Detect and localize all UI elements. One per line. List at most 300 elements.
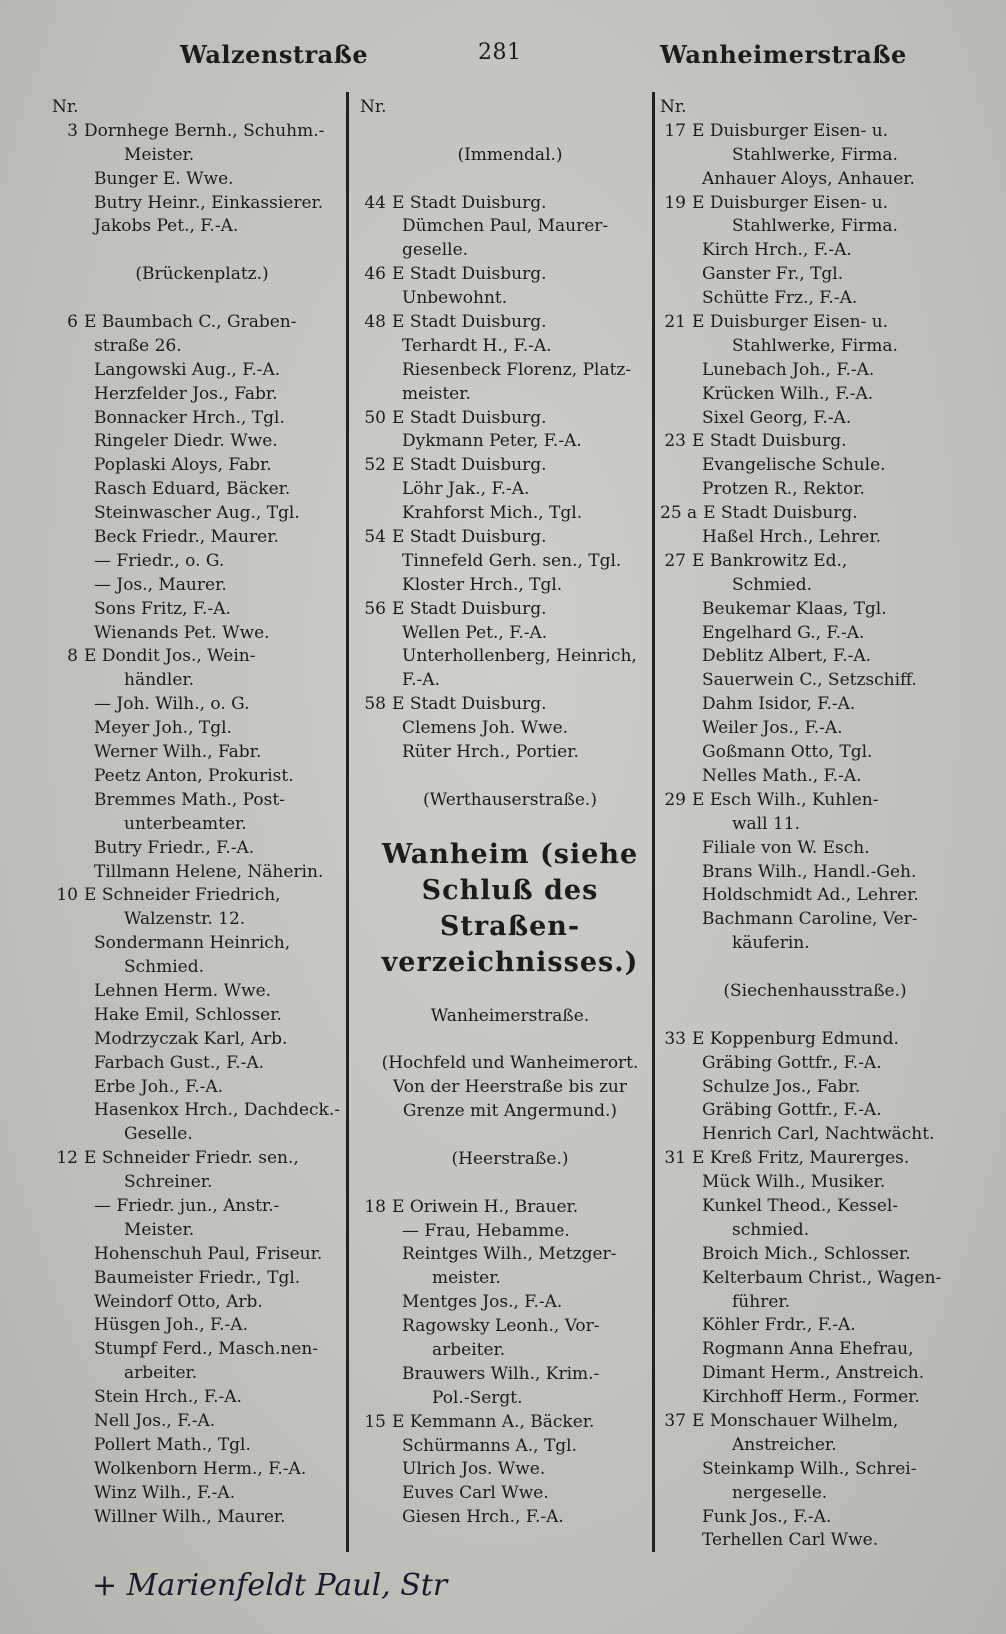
entry-text: Wanheim (siehe [381, 838, 639, 870]
resident-entry [52, 1195, 352, 1219]
handwritten-note: + Marienfeldt Paul, Str [92, 1568, 448, 1603]
entry-text: Kirchhoff Herm., Former. [702, 1387, 920, 1408]
resident-entry [660, 837, 970, 861]
resident-entry [360, 981, 660, 1005]
house-entry [660, 430, 970, 454]
house-number: 58 [364, 694, 386, 715]
entry-text: händler. [124, 670, 195, 691]
entry-text: Kunkel Theod., Kessel- [702, 1195, 899, 1216]
resident-entry [660, 478, 970, 502]
entry-text: (Immendal.) [457, 144, 563, 165]
resident-entry [52, 956, 352, 980]
house-entry [360, 192, 660, 216]
entry-text: (Heerstraße.) [451, 1148, 569, 1169]
resident-entry [52, 478, 352, 502]
entry-text: Wienands Pet. Wwe. [94, 622, 270, 643]
entry-text: Protzen R., Rektor. [702, 479, 865, 500]
house-entry [52, 120, 352, 144]
entry-text: Schmied. [732, 574, 813, 595]
entry-text: E Duisburger Eisen- u. [692, 120, 889, 141]
house-number: 23 [664, 431, 686, 452]
column-1 [52, 96, 352, 1529]
entry-text: Anhauer Aloys, Anhauer. [702, 168, 915, 189]
resident-entry [660, 1458, 970, 1482]
entry-text: Dimant Herm., Anstreich. [702, 1363, 925, 1384]
resident-entry [52, 383, 352, 407]
house-number: 37 [664, 1410, 686, 1431]
entry-text: Rüter Hrch., Portier. [402, 742, 579, 763]
resident-entry [660, 861, 970, 885]
resident-entry [660, 598, 970, 622]
entry-text: Nell Jos., F.-A. [94, 1410, 216, 1431]
resident-entry [360, 1172, 660, 1196]
entry-text: E Stadt Duisburg. [392, 264, 547, 285]
resident-entry [52, 1458, 352, 1482]
entry-text: Ulrich Jos. Wwe. [402, 1459, 546, 1480]
resident-entry [52, 144, 352, 168]
entry-text: Straßen- [439, 910, 581, 942]
resident-entry [660, 407, 970, 431]
resident-entry [52, 1171, 352, 1195]
resident-entry [52, 1362, 352, 1386]
resident-entry [52, 96, 352, 120]
house-entry [360, 454, 660, 478]
house-entry [360, 407, 660, 431]
entry-text: Bachmann Caroline, Ver- [702, 909, 918, 930]
entry-text: Anstreicher. [732, 1434, 837, 1455]
entry-text: Dahm Isidor, F.-A. [702, 694, 856, 715]
entry-text: führer. [732, 1291, 791, 1312]
entry-text: E Stadt Duisburg. [703, 503, 858, 524]
street-subheading [360, 1100, 660, 1124]
resident-entry [660, 215, 970, 239]
resident-entry [660, 717, 970, 741]
entry-text: Broich Mich., Schlosser. [702, 1243, 911, 1264]
entry-text: Sixel Georg, F.-A. [702, 407, 852, 428]
entry-text: Weiler Jos., F.-A. [702, 718, 843, 739]
house-entry [660, 1147, 970, 1171]
resident-entry [52, 550, 352, 574]
entry-text: Clemens Joh. Wwe. [402, 718, 569, 739]
resident-entry [52, 430, 352, 454]
entry-text: E Stadt Duisburg. [392, 312, 547, 333]
section-heading [360, 909, 660, 945]
house-number: 19 [664, 192, 686, 213]
resident-entry [360, 478, 660, 502]
resident-entry [52, 1243, 352, 1267]
resident-entry [360, 430, 660, 454]
resident-entry [660, 335, 970, 359]
resident-entry [660, 1291, 970, 1315]
house-number: 21 [664, 312, 686, 333]
resident-entry [52, 861, 352, 885]
entry-text: E Duisburger Eisen- u. [692, 312, 889, 333]
entry-text: Beukemar Klaas, Tgl. [702, 598, 887, 619]
resident-entry [360, 765, 660, 789]
resident-entry [660, 526, 970, 550]
resident-entry [52, 1482, 352, 1506]
resident-entry [660, 741, 970, 765]
house-entry [660, 311, 970, 335]
resident-entry [52, 1004, 352, 1028]
resident-entry [660, 574, 970, 598]
entry-text: E Koppenburg Edmund. [692, 1028, 899, 1049]
entry-text: Kirch Hrch., F.-A. [702, 240, 852, 261]
entry-text: (Brückenplatz.) [135, 264, 269, 285]
resident-entry [52, 1099, 352, 1123]
entry-text: E Kreß Fritz, Maurerges. [692, 1148, 910, 1169]
entry-text: (Hochfeld und Wanheimerort. [381, 1053, 639, 1074]
resident-entry [660, 263, 970, 287]
resident-entry [660, 1529, 970, 1553]
resident-entry [660, 1243, 970, 1267]
resident-entry [660, 645, 970, 669]
resident-entry [660, 932, 970, 956]
entry-text: Meyer Joh., Tgl. [94, 718, 232, 739]
entry-text: Krahforst Mich., Tgl. [402, 503, 583, 524]
resident-entry [52, 1123, 352, 1147]
entry-text: E Stadt Duisburg. [392, 527, 547, 548]
entry-text: E Stadt Duisburg. [392, 455, 547, 476]
entry-text: E Oriwein H., Brauer. [392, 1196, 579, 1217]
resident-entry [360, 550, 660, 574]
entry-text: — Jos., Maurer. [94, 574, 227, 595]
resident-entry [52, 789, 352, 813]
entry-text: Stahlwerke, Firma. [732, 335, 898, 356]
resident-entry [52, 526, 352, 550]
house-entry [660, 502, 970, 526]
entry-text: Nr. [660, 97, 687, 117]
house-number: 8 [67, 646, 78, 667]
entry-text: Haßel Hrch., Lehrer. [702, 527, 881, 548]
resident-entry [660, 1362, 970, 1386]
resident-entry [360, 1482, 660, 1506]
entry-text: Modrzyczak Karl, Arb. [94, 1028, 288, 1049]
entry-text: Terhardt H., F.-A. [402, 335, 552, 356]
entry-text: geselle. [402, 240, 469, 261]
resident-entry [52, 192, 352, 216]
resident-entry [360, 1124, 660, 1148]
entry-text: Löhr Jak., F.-A. [402, 479, 530, 500]
resident-entry [52, 502, 352, 526]
entry-text: Gräbing Gottfr., F.-A. [702, 1100, 882, 1121]
entry-text: Sauerwein C., Setzschiff. [702, 670, 917, 691]
resident-entry [660, 144, 970, 168]
resident-entry [52, 215, 352, 239]
resident-entry [660, 239, 970, 263]
entry-text: Beck Friedr., Maurer. [94, 527, 279, 548]
house-number: 27 [664, 550, 686, 571]
resident-entry [52, 1267, 352, 1291]
resident-entry [52, 741, 352, 765]
entry-text: Steinwascher Aug., Tgl. [94, 503, 300, 524]
entry-text: Langowski Aug., F.-A. [94, 359, 281, 380]
house-number: 33 [664, 1028, 686, 1049]
entry-text: Mentges Jos., F.-A. [402, 1292, 563, 1313]
resident-entry [360, 1339, 660, 1363]
entry-text: Henrich Carl, Nachtwächt. [702, 1124, 935, 1145]
entry-text: Stahlwerke, Firma. [732, 216, 898, 237]
entry-text: F.-A. [402, 670, 440, 691]
resident-entry [360, 1220, 660, 1244]
entry-text: E Kemmann A., Bäcker. [392, 1411, 595, 1432]
house-number: 54 [364, 527, 386, 548]
resident-entry [52, 574, 352, 598]
house-number: 31 [664, 1148, 686, 1169]
entry-text: — Friedr. jun., Anstr.- [94, 1195, 280, 1216]
house-number: 29 [664, 789, 686, 810]
resident-entry [52, 1386, 352, 1410]
section-heading [360, 873, 660, 909]
entry-text: Butry Heinr., Einkassierer. [94, 192, 324, 213]
entry-text: Geselle. [124, 1124, 193, 1145]
entry-text: Schluß des [421, 874, 599, 906]
entry-text: Butry Friedr., F.-A. [94, 837, 255, 858]
resident-entry [360, 1243, 660, 1267]
house-number: 56 [364, 598, 386, 619]
resident-entry [52, 598, 352, 622]
resident-entry [52, 932, 352, 956]
resident-entry [660, 1171, 970, 1195]
resident-entry [660, 1338, 970, 1362]
entry-text: Erbe Joh., F.-A. [94, 1076, 224, 1097]
entry-text: Wellen Pet., F.-A. [402, 622, 548, 643]
entry-text: Riesenbeck Florenz, Platz- [402, 359, 632, 380]
resident-entry [360, 1506, 660, 1530]
house-entry [360, 693, 660, 717]
entry-text: Krücken Wilh., F.-A. [702, 383, 874, 404]
entry-text: Unbewohnt. [402, 288, 508, 309]
house-entry [660, 789, 970, 813]
house-entry [52, 645, 352, 669]
resident-entry [660, 359, 970, 383]
entry-text: Funk Jos., F.-A. [702, 1506, 832, 1527]
entry-text: Terhellen Carl Wwe. [702, 1530, 879, 1551]
resident-entry [360, 120, 660, 144]
house-entry [660, 120, 970, 144]
entry-text: nergeselle. [732, 1482, 828, 1503]
resident-entry [360, 168, 660, 192]
resident-entry [660, 622, 970, 646]
resident-entry [660, 383, 970, 407]
house-entry [660, 1410, 970, 1434]
entry-text: verzeichnisses.) [381, 946, 639, 978]
entry-text: E Schneider Friedr. sen., [84, 1148, 299, 1169]
entry-text: Ganster Fr., Tgl. [702, 264, 844, 285]
street-subheading [360, 1052, 660, 1076]
entry-text: Schreiner. [124, 1172, 213, 1193]
entry-text: Sons Fritz, F.-A. [94, 598, 231, 619]
entry-text: Schmied. [124, 957, 205, 978]
entry-text: Meister. [124, 1219, 195, 1240]
resident-entry [360, 96, 660, 120]
resident-entry [660, 813, 970, 837]
entry-text: Sondermann Heinrich, [94, 933, 291, 954]
entry-text: Wolkenborn Herm., F.-A. [94, 1458, 307, 1479]
entry-text: Dornhege Bernh., Schuhm.- [84, 120, 325, 141]
house-number: 10 [56, 885, 78, 906]
entry-text: E Schneider Friedrich, [84, 885, 281, 906]
resident-entry [360, 1267, 660, 1291]
resident-entry [660, 1386, 970, 1410]
entry-text: E Stadt Duisburg. [392, 407, 547, 428]
street-subheading [360, 1148, 660, 1172]
resident-entry [52, 765, 352, 789]
house-entry [660, 1028, 970, 1052]
house-number: 50 [364, 407, 386, 428]
entry-text: Tillmann Helene, Näherin. [94, 861, 324, 882]
resident-entry [52, 837, 352, 861]
entry-text: — Frau, Hebamme. [402, 1220, 570, 1241]
entry-text: Grenze mit Angermund.) [402, 1101, 618, 1122]
entry-text: Wanheimerstraße. [430, 1005, 590, 1026]
house-number: 18 [364, 1196, 386, 1217]
resident-entry [52, 359, 352, 383]
left-header: Walzenstraße [180, 40, 369, 69]
entry-text: arbeiter. [124, 1363, 198, 1384]
resident-entry [52, 1434, 352, 1458]
house-number: 44 [364, 192, 386, 213]
entry-text: Schütte Frz., F.-A. [702, 288, 858, 309]
entry-text: Giesen Hrch., F.-A. [402, 1507, 564, 1528]
resident-entry [360, 239, 660, 263]
entry-text: Stein Hrch., F.-A. [94, 1387, 242, 1408]
entry-text: arbeiter. [432, 1339, 506, 1360]
entry-text: meister. [432, 1268, 501, 1289]
entry-text: Herzfelder Jos., Fabr. [94, 383, 278, 404]
resident-entry [360, 1435, 660, 1459]
resident-entry [52, 1219, 352, 1243]
entry-text: E Stadt Duisburg. [392, 694, 547, 715]
resident-entry [360, 574, 660, 598]
entry-text: E Esch Wilh., Kuhlen- [692, 789, 879, 810]
resident-entry [360, 645, 660, 669]
entry-text: Jakobs Pet., F.-A. [94, 216, 239, 237]
house-entry [52, 884, 352, 908]
resident-entry [660, 1099, 970, 1123]
entry-text: E Dondit Jos., Wein- [84, 646, 256, 667]
resident-entry [360, 1028, 660, 1052]
entry-text: Ragowsky Leonh., Vor- [402, 1316, 600, 1337]
house-entry [660, 192, 970, 216]
entry-text: Dykmann Peter, F.-A. [402, 431, 582, 452]
house-number: 52 [364, 455, 386, 476]
column-3 [660, 96, 970, 1553]
entry-text: Bonnacker Hrch., Tgl. [94, 407, 285, 428]
resident-entry [52, 1291, 352, 1315]
entry-text: E Stadt Duisburg. [692, 431, 847, 452]
entry-text: Dümchen Paul, Maurer- [402, 216, 609, 237]
resident-entry [52, 1338, 352, 1362]
entry-text: (Siechenhausstraße.) [723, 980, 907, 1001]
entry-text: Brauwers Wilh., Krim.- [402, 1363, 600, 1384]
house-entry [52, 1147, 352, 1171]
entry-text: Filiale von W. Esch. [702, 837, 870, 858]
resident-entry [660, 1434, 970, 1458]
entry-text: Ringeler Diedr. Wwe. [94, 431, 278, 452]
entry-text: Steinkamp Wilh., Schrei- [702, 1458, 917, 1479]
resident-entry [52, 1506, 352, 1530]
resident-entry [660, 96, 970, 120]
entry-text: (Werthauserstraße.) [423, 789, 597, 810]
entry-text: E Stadt Duisburg. [392, 598, 547, 619]
resident-entry [52, 622, 352, 646]
entry-text: Werner Wilh., Fabr. [94, 742, 262, 763]
entry-text: Reintges Wilh., Metzger- [402, 1244, 617, 1265]
entry-text: Köhler Frdr., F.-A. [702, 1315, 856, 1336]
entry-text: Bunger E. Wwe. [94, 168, 234, 189]
resident-entry [360, 1387, 660, 1411]
resident-entry [660, 765, 970, 789]
resident-entry [660, 669, 970, 693]
entry-text: Willner Wilh., Maurer. [94, 1506, 286, 1527]
entry-text: E Baumbach C., Graben- [84, 312, 297, 333]
entry-text: Euves Carl Wwe. [402, 1483, 549, 1504]
resident-entry [360, 1458, 660, 1482]
house-entry [360, 526, 660, 550]
street-subheading [360, 789, 660, 813]
resident-entry [52, 1028, 352, 1052]
entry-text: Walzenstr. 12. [124, 909, 246, 930]
entry-text: Lunebach Joh., F.-A. [702, 359, 875, 380]
resident-entry [360, 669, 660, 693]
house-number: 46 [364, 264, 386, 285]
resident-entry [360, 215, 660, 239]
house-entry [660, 550, 970, 574]
resident-entry [52, 693, 352, 717]
resident-entry [660, 1219, 970, 1243]
entry-text: Winz Wilh., F.-A. [94, 1482, 236, 1503]
entry-text: E Monschauer Wilhelm, [692, 1410, 899, 1431]
section-heading [360, 837, 660, 873]
entry-text: Nr. [52, 97, 79, 117]
resident-entry [52, 287, 352, 311]
entry-text: Kelterbaum Christ., Wagen- [702, 1267, 942, 1288]
entry-text: unterbeamter. [124, 813, 247, 834]
column-2 [360, 96, 660, 1530]
entry-text: Hasenkox Hrch., Dachdeck.- [94, 1100, 341, 1121]
entry-text: Goßmann Otto, Tgl. [702, 742, 873, 763]
resident-entry [52, 669, 352, 693]
resident-entry [52, 717, 352, 741]
resident-entry [360, 383, 660, 407]
entry-text: — Friedr., o. G. [94, 550, 225, 571]
entry-text: Mück Wilh., Musiker. [702, 1172, 886, 1193]
entry-text: Brans Wilh., Handl.-Geh. [702, 861, 917, 882]
entry-text: — Joh. Wilh., o. G. [94, 694, 250, 715]
entry-text: Schürmanns A., Tgl. [402, 1435, 578, 1456]
resident-entry [52, 908, 352, 932]
entry-text: Von der Heerstraße bis zur [393, 1077, 627, 1098]
house-number: 25 a [660, 503, 698, 524]
entry-text: Farbach Gust., F.-A. [94, 1052, 265, 1073]
resident-entry [660, 1482, 970, 1506]
house-entry [360, 263, 660, 287]
resident-entry [660, 956, 970, 980]
resident-entry [660, 1004, 970, 1028]
entry-text: Hake Emil, Schlosser. [94, 1004, 282, 1025]
resident-entry [660, 1076, 970, 1100]
entry-text: Peetz Anton, Prokurist. [94, 765, 294, 786]
resident-entry [360, 813, 660, 837]
section-heading [360, 945, 660, 981]
house-number: 3 [67, 120, 78, 141]
resident-entry [660, 884, 970, 908]
entry-text: Stahlwerke, Firma. [732, 144, 898, 165]
entry-text: Schulze Jos., Fabr. [702, 1076, 861, 1097]
entry-text: Evangelische Schule. [702, 455, 886, 476]
resident-entry [52, 407, 352, 431]
